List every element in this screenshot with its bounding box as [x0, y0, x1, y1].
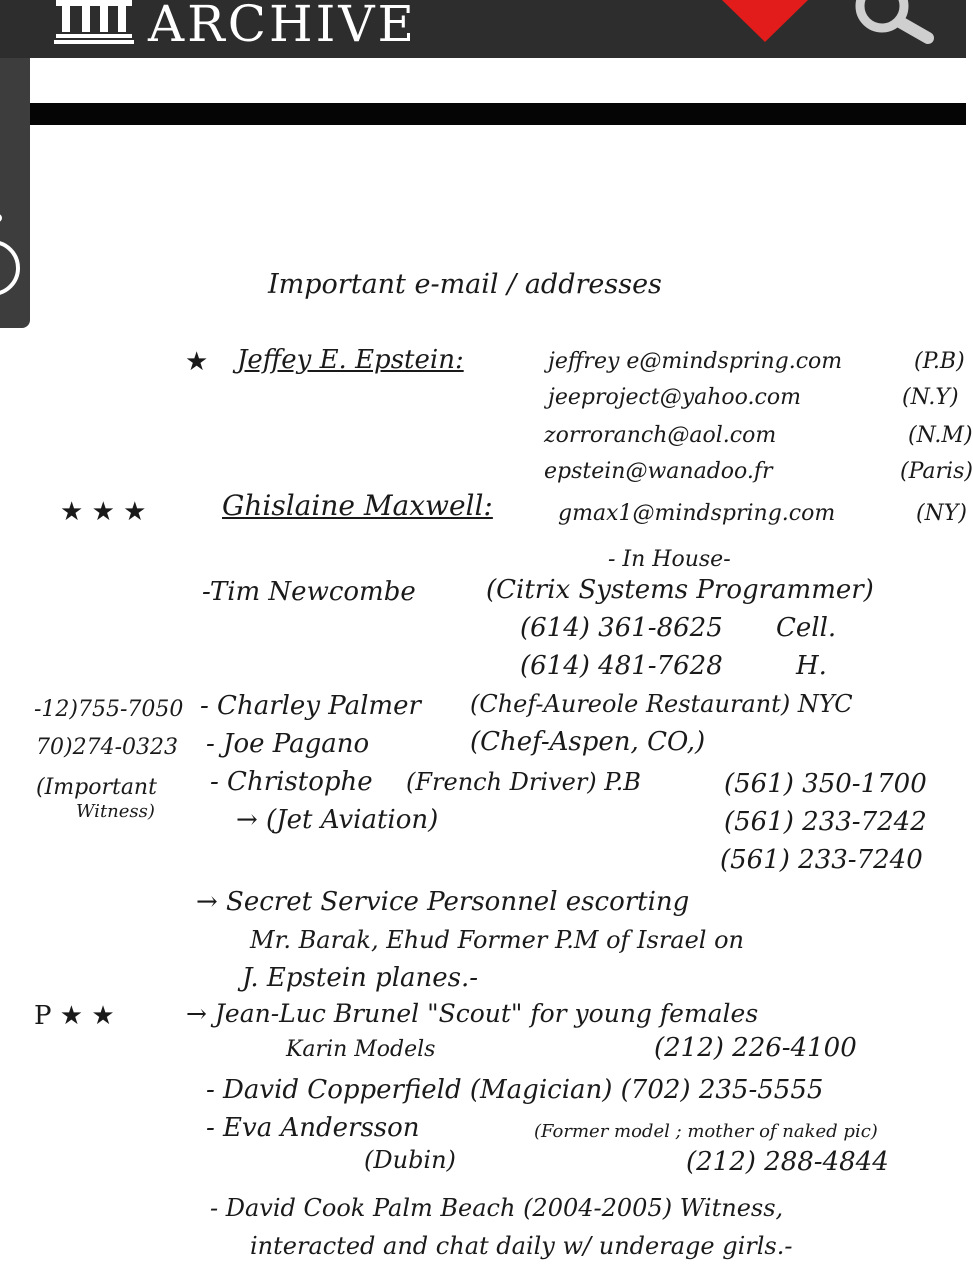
- contact-location: (NY): [916, 501, 967, 526]
- contact-subnote: (Dubin): [364, 1146, 456, 1174]
- side-panel-tab[interactable]: [0, 58, 30, 328]
- contact-name: Jeffey E. Epstein:: [237, 345, 464, 375]
- phone-label: Cell.: [776, 613, 837, 643]
- contact-location: (Paris): [900, 459, 973, 484]
- contact-email: jeeproject@yahoo.com: [548, 385, 801, 410]
- search-icon[interactable]: [850, 0, 940, 42]
- document-title: Important e-mail / addresses: [268, 269, 662, 300]
- star-mark: ★: [185, 347, 209, 377]
- brand-wordmark[interactable]: ARCHIVE: [148, 0, 417, 53]
- section-label: - In House-: [608, 547, 731, 572]
- contact-email: zorroranch@aol.com: [544, 423, 777, 448]
- note-line: J. Epstein planes.-: [242, 963, 479, 993]
- phone-number: (561) 350-1700: [724, 769, 927, 799]
- phone-number: 70)274-0323: [36, 735, 178, 760]
- phone-number: (561) 233-7240: [720, 845, 923, 875]
- contact-location: (P.B): [914, 349, 965, 374]
- contact-location: (N.Y): [902, 385, 959, 410]
- contact-name: Ghislaine Maxwell:: [222, 489, 493, 522]
- phone-number: -12)755-7050: [34, 697, 184, 722]
- contact-name: - Christophe: [210, 767, 373, 797]
- phone-number: (212) 226-4100: [654, 1033, 857, 1063]
- document-page: [30, 125, 973, 1273]
- contact-role: (Chef-Aspen, CO,): [470, 727, 706, 757]
- note-line: - David Copperfield (Magician) (702) 235-5555: [206, 1075, 824, 1105]
- star-mark: ★ ★ ★: [60, 497, 147, 527]
- phone-number: (212) 288-4844: [686, 1147, 889, 1177]
- contact-name: - Charley Palmer: [200, 691, 421, 721]
- note-line: Mr. Barak, Ehud Former P.M of Israel on: [250, 926, 745, 954]
- contact-role: (Chef-Aureole Restaurant) NYC: [470, 690, 853, 718]
- note-line: → Jean-Luc Brunel "Scout" for young females: [186, 999, 759, 1028]
- note-line: → Secret Service Personnel escorting: [196, 887, 690, 917]
- contact-name: - Joe Pagano: [206, 729, 370, 759]
- contact-role: (Former model ; mother of naked pic): [534, 1121, 878, 1142]
- contact-email: epstein@wanadoo.fr: [544, 459, 773, 484]
- note-line: - David Cook Palm Beach (2004-2005) Witness,: [210, 1194, 784, 1222]
- panel-toggle-icon[interactable]: [0, 208, 30, 298]
- heart-icon[interactable]: [722, 0, 808, 44]
- star-mark: P ★ ★: [34, 1001, 115, 1031]
- contact-name: -Tim Newcombe: [202, 577, 416, 607]
- contact-subnote: → (Jet Aviation): [236, 805, 439, 835]
- library-logo-icon[interactable]: [54, 0, 134, 44]
- contact-role: (French Driver) P.B: [406, 768, 641, 796]
- contact-location: (N.M): [908, 423, 973, 448]
- note-line: interacted and chat daily w/ underage girls.-: [250, 1232, 793, 1260]
- phone-number: (614) 481-7628: [520, 651, 723, 681]
- contact-role: (Citrix Systems Programmer): [486, 575, 874, 605]
- top-bar: [0, 0, 966, 58]
- side-note: Witness): [76, 801, 155, 822]
- contact-email: jeffrey e@mindspring.com: [548, 349, 843, 374]
- contact-email: gmax1@mindspring.com: [558, 501, 836, 526]
- side-note: (Important: [36, 775, 157, 800]
- phone-label: H.: [796, 651, 827, 681]
- note-line: Karin Models: [286, 1037, 436, 1062]
- phone-number: (614) 361-8625: [520, 613, 723, 643]
- viewer-toolbar: [0, 103, 966, 125]
- phone-number: (561) 233-7242: [724, 807, 927, 837]
- contact-name: - Eva Andersson: [206, 1113, 420, 1143]
